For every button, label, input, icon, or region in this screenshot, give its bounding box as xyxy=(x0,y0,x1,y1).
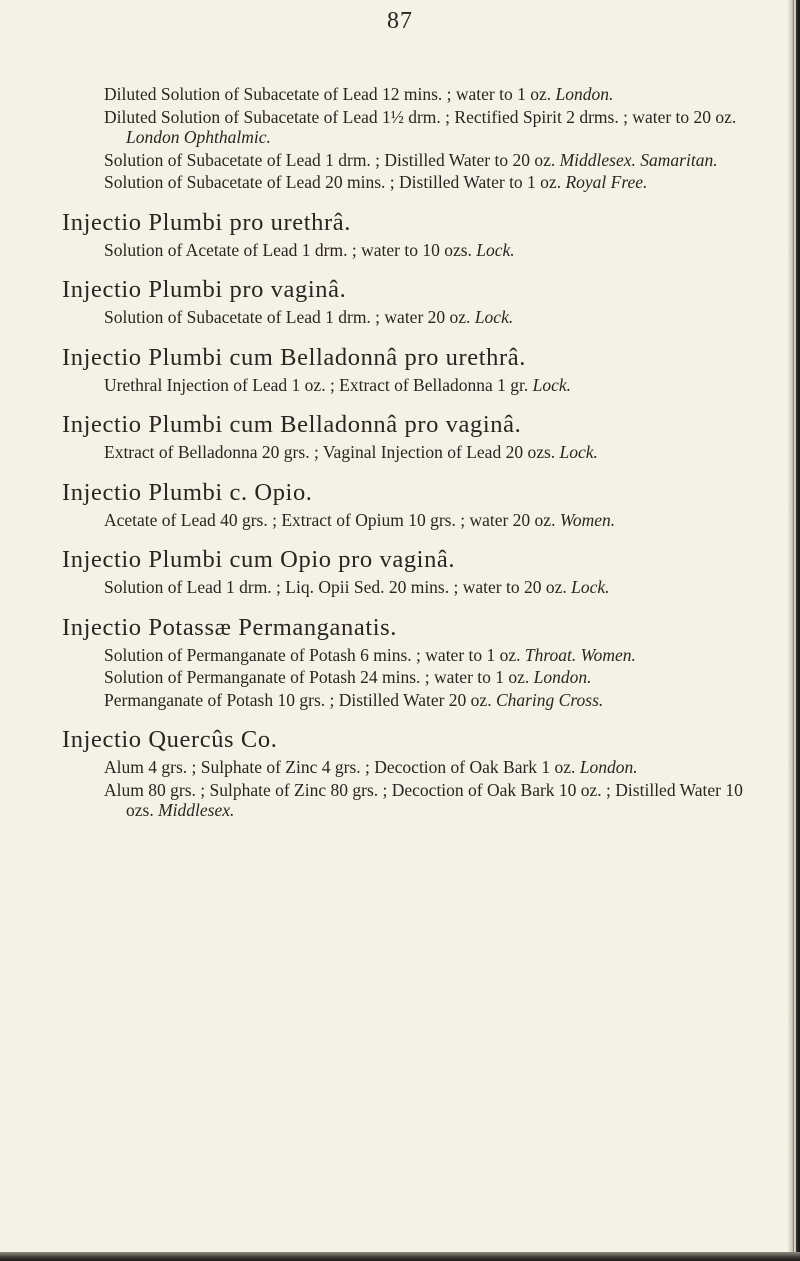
section-lead-subacetate-continued xyxy=(62,84,762,193)
recipe-text: Diluted Solution of Subacetate of Lead 12 mins. ; water to 1 oz. xyxy=(104,84,552,104)
recipe-entry xyxy=(84,307,762,328)
recipe-entry xyxy=(84,577,762,598)
recipe-entry xyxy=(84,107,762,148)
hospital-source: Throat. Women. xyxy=(524,644,636,665)
hospital-source: Lock. xyxy=(571,577,610,597)
recipe-text: Acetate of Lead 40 grs. ; Extract of Opium 10 grs. ; water 20 oz. xyxy=(104,509,556,530)
page-bottom-shadow xyxy=(0,1252,800,1261)
hospital-source: Charing Cross. xyxy=(495,689,604,710)
recipe-entry xyxy=(84,172,762,193)
recipe-text: Solution of Subacetate of Lead 1 drm. ; water 20 oz. xyxy=(104,307,471,327)
section-heading: Injectio Quercûs Co. xyxy=(62,726,278,753)
section-plumbi-opio-vagina xyxy=(62,545,762,598)
hospital-source: Middlesex. xyxy=(158,800,235,820)
section-heading: Injectio Plumbi cum Belladonnâ pro vaginâ. xyxy=(62,411,522,438)
section-potassae-permanganatis xyxy=(62,613,762,711)
section-plumbi-belladonna-vagina xyxy=(62,410,762,463)
section-heading: Injectio Potassæ Permanganatis. xyxy=(62,613,398,641)
hospital-source: London Ophthalmic. xyxy=(126,127,271,147)
hospital-source: Middlesex. Samaritan. xyxy=(559,149,718,170)
section-heading: Injectio Plumbi c. Opio. xyxy=(62,478,313,506)
hospital-source: Lock. xyxy=(559,442,598,462)
section-plumbi-pro-urethra xyxy=(62,208,762,261)
recipe-text: Diluted Solution of Subacetate of Lead 1½ drm. ; Rectified Spirit 2 drms. ; water to 20 oz. xyxy=(104,106,737,127)
recipe-text: Urethral Injection of Lead 1 oz. ; Extract of Belladonna 1 gr. xyxy=(104,374,529,395)
section-heading: Injectio Plumbi cum Opio pro vaginâ. xyxy=(62,546,456,573)
recipe-text: Alum 80 grs. ; Sulphate of Zinc 80 grs. ; Decoction of Oak Bark 10 oz. ; Distilled Water 10 ozs. xyxy=(104,779,743,820)
page-content xyxy=(62,84,762,825)
hospital-source: London. xyxy=(555,84,614,104)
recipe-entry xyxy=(84,690,762,711)
hospital-source: London. xyxy=(579,757,638,777)
page-number: 87 xyxy=(387,8,413,34)
section-plumbi-opio xyxy=(62,478,762,531)
hospital-source: Lock. xyxy=(474,307,514,327)
section-heading: Injectio Plumbi cum Belladonnâ pro urethrâ. xyxy=(62,343,526,371)
recipe-entry xyxy=(84,757,762,778)
section-plumbi-pro-vagina xyxy=(62,275,762,328)
recipe-entry xyxy=(84,510,762,531)
recipe-entry xyxy=(84,84,762,105)
recipe-entry xyxy=(84,240,762,261)
recipe-text: Permanganate of Potash 10 grs. ; Distilled Water 20 oz. xyxy=(104,689,492,710)
page-edge-highlight xyxy=(794,0,796,1261)
section-plumbi-belladonna-urethra xyxy=(62,343,762,396)
hospital-source: Lock. xyxy=(532,374,572,395)
recipe-text: Solution of Lead 1 drm. ; Liq. Opii Sed. 20 mins. ; water to 20 oz. xyxy=(104,577,567,597)
recipe-entry xyxy=(84,150,762,171)
recipe-text: Solution of Subacetate of Lead 1 drm. ; Distilled Water to 20 oz. xyxy=(104,149,556,170)
recipe-text: Extract of Belladonna 20 grs. ; Vaginal Injection of Lead 20 ozs. xyxy=(104,442,556,462)
hospital-source: Royal Free. xyxy=(565,172,648,192)
recipe-text: Solution of Subacetate of Lead 20 mins. ; Distilled Water to 1 oz. xyxy=(104,172,562,192)
recipe-text: Alum 4 grs. ; Sulphate of Zinc 4 grs. ; Decoction of Oak Bark 1 oz. xyxy=(104,757,576,777)
recipe-entry xyxy=(84,375,762,396)
recipe-entry xyxy=(84,645,762,666)
recipe-text: Solution of Permanganate of Potash 6 mins. ; water to 1 oz. xyxy=(104,644,521,665)
recipe-text: Solution of Acetate of Lead 1 drm. ; water to 10 ozs. xyxy=(104,239,472,260)
recipe-entry xyxy=(84,667,762,688)
hospital-source: Women. xyxy=(559,509,616,530)
hospital-source: Lock. xyxy=(476,239,515,260)
recipe-entry xyxy=(84,442,762,463)
hospital-source: London. xyxy=(533,667,592,687)
section-quercus-co xyxy=(62,725,762,821)
recipe-text: Solution of Permanganate of Potash 24 mins. ; water to 1 oz. xyxy=(104,667,530,687)
section-heading: Injectio Plumbi pro urethrâ. xyxy=(62,208,351,236)
section-heading: Injectio Plumbi pro vaginâ. xyxy=(62,276,347,303)
recipe-entry xyxy=(84,780,762,821)
